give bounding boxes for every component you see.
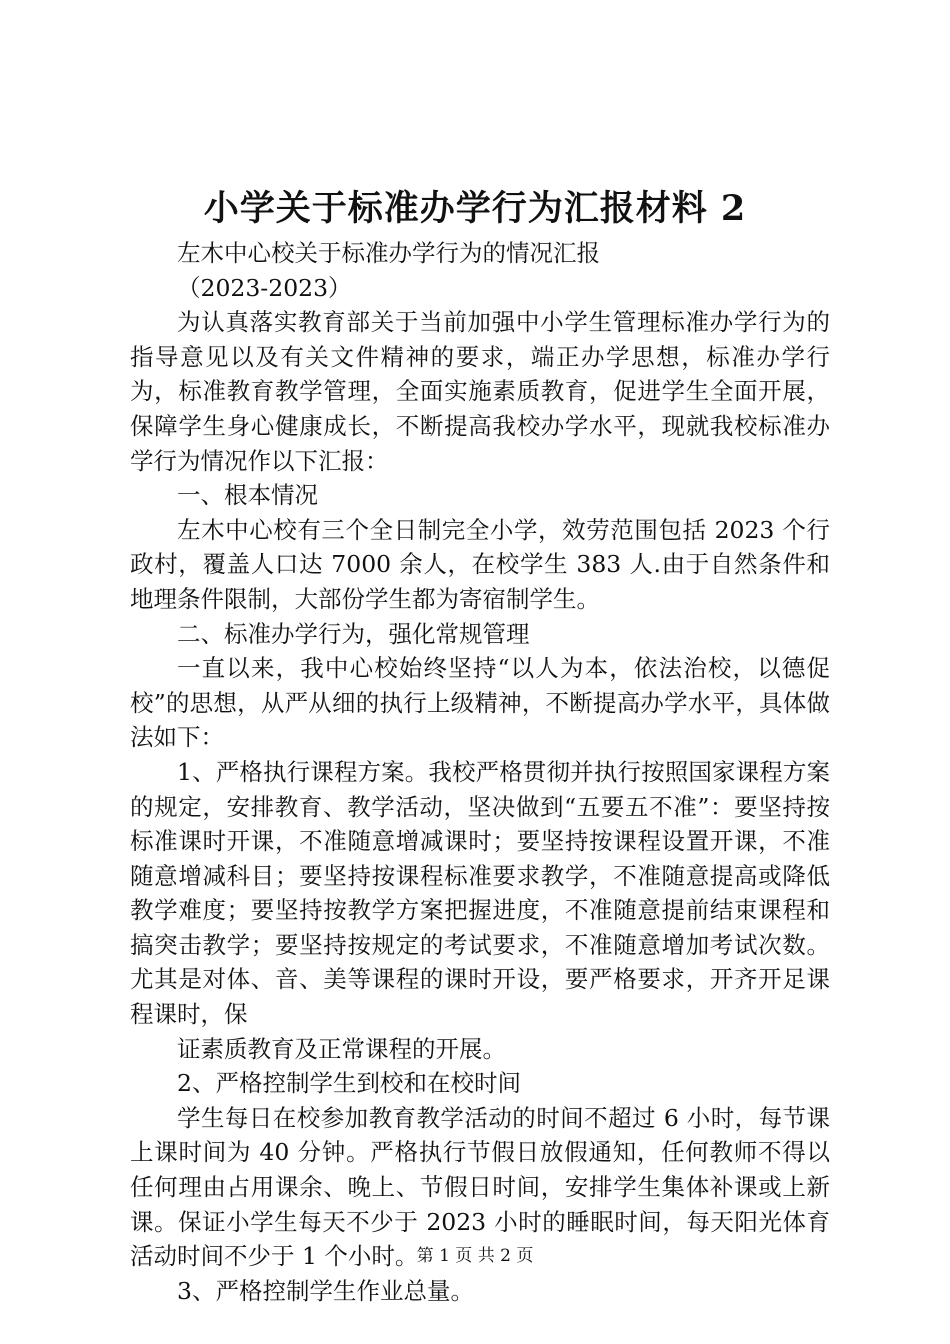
item-1-continuation: 证素质教育及正常课程的开展。 [177, 1034, 506, 1063]
item-3-heading: 3、严格控制学生作业总量。 [177, 1276, 474, 1305]
report-year-range: （2023-2023） [177, 273, 352, 302]
basic-situation-paragraph: 左木中心校有三个全日制完全小学，效劳范围包括 2023 个行政村，覆盖人口达 7000 余人，在校学生 383 人.由于自然条件和地理条件限制，大部份学生都为寄宿制学生。 [130, 515, 830, 613]
document-body [130, 236, 830, 1308]
item-2-paragraph: 学生每日在校参加教育教学活动的时间不超过 6 小时，每节课上课时间为 40 分钟。严格执行节假日放假通知，任何教师不得以任何理由占用课余、晚上、节假日时间，安排学生集体补课或上新课。保证小学生每天不少于 2023 小时的睡眠时间，每天阳光体育活动时间不少于 1 个小时。 [130, 1103, 830, 1271]
document-title: 小学关于标准办学行为汇报材料 2 [203, 188, 747, 229]
item-2-heading: 2、严格控制学生到校和在校时间 [177, 1069, 521, 1098]
report-subtitle: 左木中心校关于标准办学行为的情况汇报 [177, 239, 600, 267]
item-1-paragraph: 1、严格执行课程方案。我校严格贯彻并执行按照国家课程方案的规定，安排教育、教学活动，坚决做到“五要五不准”：要坚持按标准课时开课，不准随意增减课时；要坚持按课程设置开课，不准随意增减科目；要坚持按课程标准要求教学，不准随意提高或降低教学难度；要坚持按教学方案把握进度，不准随意提前结束课程和搞突击教学；要坚持按规定的考试要求，不准随意增加考试次数。尤其是对体、音、美等课程的课时开设，要严格要求，开齐开足课程课时，保 [130, 757, 830, 1029]
section-heading-basic: 一、根本情况 [177, 481, 318, 510]
section-heading-standards: 二、标准办学行为，强化常规管理 [177, 619, 530, 648]
page-footer: 第 1 页 共 2 页 [416, 1246, 534, 1266]
standards-paragraph: 一直以来，我中心校始终坚持“以人为本，依法治校，以德促校”的思想，从严从细的执行上级精神，不断提高办学水平，具体做法如下： [130, 654, 830, 752]
intro-paragraph: 为认真落实教育部关于当前加强中小学生管理标准办学行为的指导意见以及有关文件精神的要求，端正办学思想，标准办学行为，标准教育教学管理，全面实施素质教育，促进学生全面开展，保障学生身心健康成长，不断提高我校办学水平，现就我校标准办学行为情况作以下汇报： [130, 308, 830, 475]
